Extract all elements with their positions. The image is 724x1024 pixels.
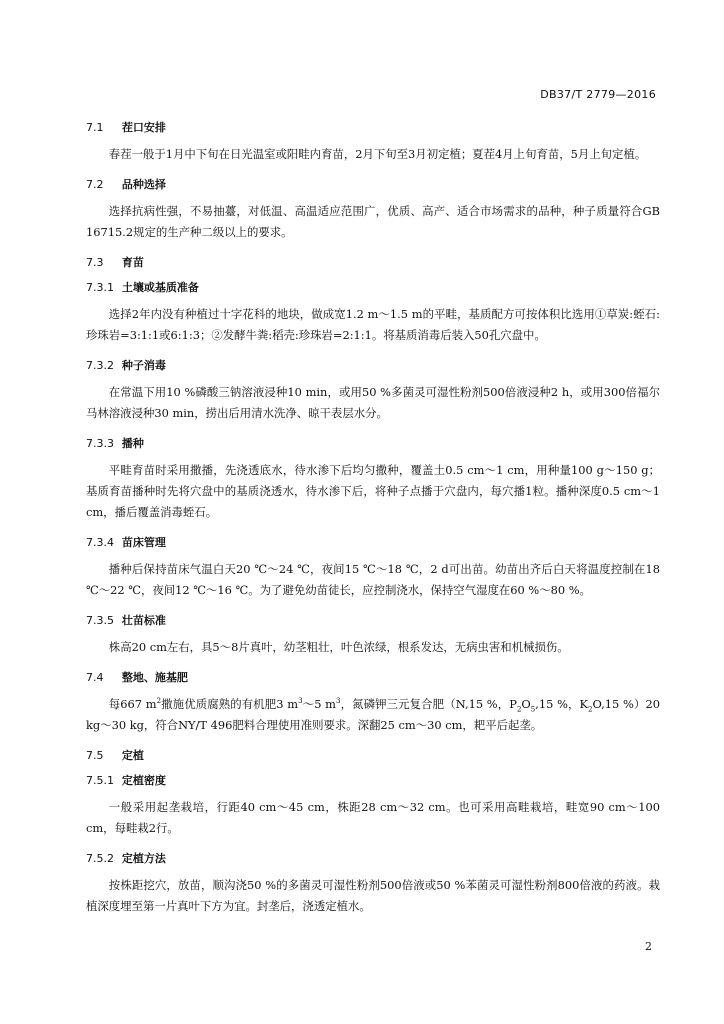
superscript: 2 — [156, 697, 162, 706]
section-title: 品种选择 — [121, 178, 166, 191]
page-number: 2 — [645, 940, 652, 953]
section-heading-7-4 — [86, 669, 660, 686]
section-title: 苗床管理 — [121, 536, 166, 549]
paragraph-planting-method: 按株距挖穴，放苗，顺沟浇50 %的多菌灵可湿性粉剂500倍液或50 %苯菌灵可湿性粉剂800倍液的药液。栽植深度埋至第一片真叶下方为宜。封垄后，浇透定植水。 — [86, 878, 660, 913]
text-fragment: ,15 %，K — [535, 697, 589, 711]
paragraph-crop-arrangement: 春茬一般于1月中下旬在日光温室或阳畦内育苗，2月下旬至3月初定植；夏茬4月上旬育苗，5月上旬定植。 — [108, 147, 647, 161]
paragraph-variety-selection: 选择抗病性强，不易抽薹，对低温、高温适应范围广，优质、高产、适合市场需求的品种，种子质量符合GB 16715.2规定的生产种二级以上的要求。 — [86, 204, 660, 239]
subscript: 5 — [530, 705, 536, 714]
section-heading-7-3 — [86, 254, 660, 271]
section-heading-7-5-2 — [86, 850, 660, 867]
subscript: 2 — [516, 705, 522, 714]
section-title: 土壤或基质准备 — [121, 281, 199, 294]
text-fragment: 每667 m — [108, 697, 157, 711]
section-heading-7-3-5 — [86, 612, 660, 629]
section-number: 7.5.2 — [86, 852, 114, 865]
text-fragment: O,15 %）20 kg～30 kg，符合NY/T 496肥料合理使用准则要求。深翻25 cm～30 cm，耙平后起垄。 — [86, 697, 660, 732]
section-title: 壮苗标准 — [121, 614, 166, 627]
section-number: 7.4 — [86, 671, 104, 684]
section-number: 7.3.1 — [86, 281, 114, 294]
section-title: 育苗 — [121, 256, 144, 269]
section-heading-7-5-1 — [86, 772, 660, 789]
section-heading-7-5 — [86, 747, 660, 764]
section-heading-7-3-2 — [86, 357, 660, 374]
document-body — [86, 119, 660, 928]
text-fragment: 撒施优质腐熟的有机肥3 m — [161, 697, 299, 711]
section-title: 整地、施基肥 — [121, 671, 188, 684]
section-title: 定植密度 — [121, 774, 166, 787]
section-title: 播种 — [121, 437, 144, 450]
section-heading-7-3-3 — [86, 435, 660, 452]
section-number: 7.5 — [86, 749, 104, 762]
section-number: 7.3.3 — [86, 437, 114, 450]
section-heading-7-3-4 — [86, 534, 660, 551]
paragraph-seedbed-management: 播种后保持苗床气温白天20 ℃～24 ℃，夜间15 ℃～18 ℃，2 d可出苗。幼苗出齐后白天将温度控制在18 ℃～22 ℃，夜间12 ℃～16 ℃。为了避免幼苗徒长，应控制浇水，保持空气湿度在60 %～80 %。 — [86, 562, 660, 597]
subscript: 2 — [588, 705, 593, 714]
text-fragment: ～5 m — [302, 697, 336, 711]
section-number: 7.5.1 — [86, 774, 114, 787]
text-fragment: ，氮磷钾三元复合肥（N,15 %，P — [340, 697, 517, 711]
section-title: 定植方法 — [121, 852, 166, 865]
section-number: 7.3.4 — [86, 536, 114, 549]
section-title: 定植 — [121, 749, 144, 762]
section-number: 7.3 — [86, 256, 104, 269]
superscript: 3 — [298, 697, 303, 706]
paragraph-strong-seedling: 株高20 cm左右，具5～8片真叶，幼茎粗壮，叶色浓绿，根系发达，无病虫害和机械损伤。 — [108, 640, 569, 654]
section-heading-7-1 — [86, 119, 660, 136]
paragraph-sowing: 平畦育苗时采用撒播，先浇透底水，待水渗下后均匀撒种，覆盖土0.5 cm～1 cm，用种量100 g～150 g；基质育苗播种时先将穴盘中的基质浇透水，待水渗下后，将种子点播于穴盘内，每穴播1粒。播种深度0.5 cm～1 cm，播后覆盖消毒蛭石。 — [86, 463, 660, 519]
section-number: 7.2 — [86, 178, 104, 191]
text-fragment: O — [521, 697, 531, 711]
section-number: 7.3.2 — [86, 359, 114, 372]
section-title: 种子消毒 — [121, 359, 166, 372]
section-title: 茬口安排 — [121, 121, 166, 134]
paragraph-planting-density: 一般采用起垄栽培，行距40 cm～45 cm，株距28 cm～32 cm。也可采用高畦栽培，畦宽90 cm～100 cm，每畦栽2行。 — [86, 800, 660, 835]
section-number: 7.1 — [86, 121, 104, 134]
section-heading-7-3-1 — [86, 279, 660, 296]
standard-code: DB37/T 2779—2016 — [540, 88, 656, 101]
section-number: 7.3.5 — [86, 614, 114, 627]
paragraph-base-fertilizer — [86, 694, 660, 736]
superscript: 3 — [336, 697, 341, 706]
paragraph-seed-disinfection: 在常温下用10 %磷酸三钠溶液浸种10 min，或用50 %多菌灵可湿性粉剂500倍液浸种2 h，或用300倍福尔马林溶液浸种30 min，捞出后用清水洗净、晾干表层水分。 — [86, 385, 660, 420]
section-heading-7-2 — [86, 176, 660, 193]
paragraph-soil-substrate: 选择2年内没有种植过十字花科的地块，做成宽1.2 m～1.5 m的平畦，基质配方可按体积比选用①草炭:蛭石:珍珠岩=3:1:1或6:1:3；②发酵牛粪:稻壳:珍珠岩=2:1:1。将基质消毒后装入50孔穴盘中。 — [86, 307, 660, 342]
